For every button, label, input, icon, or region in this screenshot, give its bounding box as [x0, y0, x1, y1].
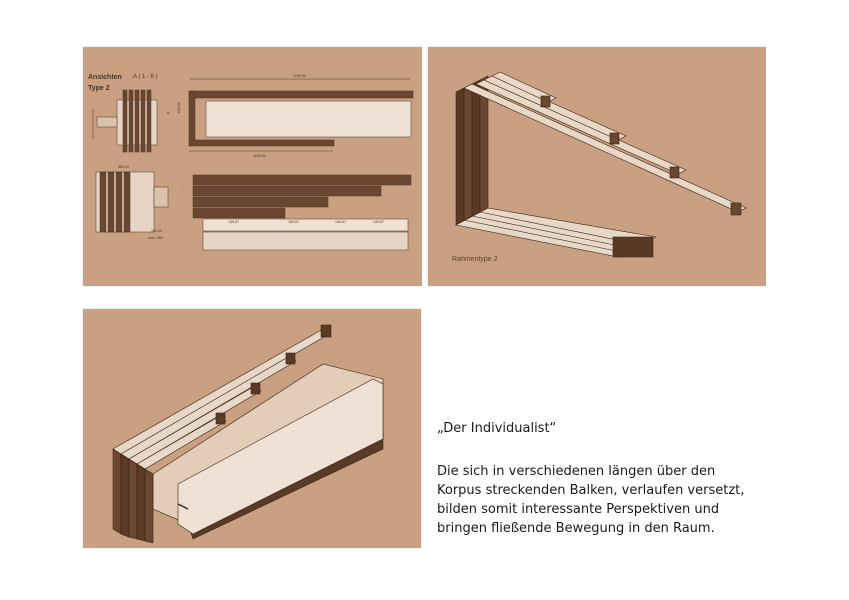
dim-segment-2: 150,67	[288, 220, 299, 224]
frame-caption: Rahmentype 2	[452, 256, 498, 263]
technical-drawing	[83, 47, 422, 286]
description-line: bringen fließende Bewegung in den Raum.	[437, 521, 715, 536]
views-range-label: A ( 1 - 6 )	[133, 74, 158, 80]
section-marker: A	[167, 111, 170, 115]
section-title: „Der Individualist“	[437, 421, 557, 436]
technical-drawing-panel	[83, 47, 422, 286]
description-paragraph	[437, 462, 797, 538]
furniture-isometric-panel	[83, 309, 421, 548]
dim-segment-3: 149,67	[335, 220, 346, 224]
dim-width: 580,00	[118, 165, 129, 169]
end-view	[96, 172, 168, 232]
dim-height: 600,00	[177, 102, 181, 113]
top-view-plan	[93, 90, 157, 152]
dim-small: 150,00	[151, 229, 162, 233]
front-elevation	[193, 175, 411, 250]
dim-base-length: 1638,00	[253, 154, 266, 158]
frame-isometric-drawing	[428, 47, 766, 286]
views-title: Ansichten	[88, 74, 122, 81]
dim-max: max. 350	[148, 236, 163, 240]
type-label: Type 2	[88, 85, 110, 92]
description-line: Korpus streckenden Balken, verlaufen versetzt,	[437, 483, 745, 498]
dim-segment-1: 149,67	[228, 220, 239, 224]
frame-type-panel	[428, 47, 766, 286]
description-line: bilden somit interessante Perspektiven und	[437, 502, 720, 517]
svg-text:—: —	[180, 183, 184, 187]
dim-overall-length: 2250,00	[293, 74, 306, 78]
side-elevation	[189, 79, 413, 151]
dim-segment-4: 149,67	[373, 220, 384, 224]
description-line: Die sich in verschiedenen längen über den	[437, 464, 716, 479]
furniture-isometric-drawing	[83, 309, 421, 548]
